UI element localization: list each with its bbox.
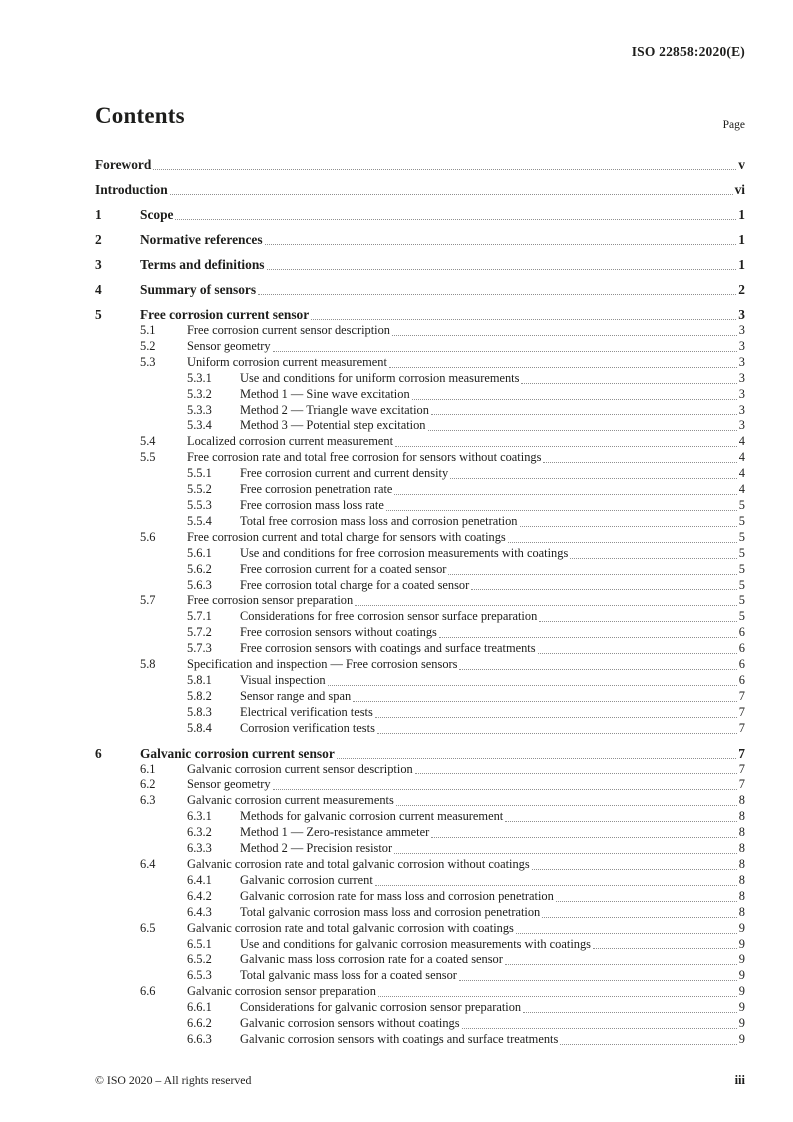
toc-entry-title: Scope [140, 207, 174, 222]
toc-entry-number: 6.1 [140, 761, 156, 776]
toc-entry-6.4.3 [95, 905, 745, 921]
toc-entry-number: 5.5.3 [187, 497, 212, 512]
toc-entry-title: Free corrosion current sensor [140, 307, 310, 322]
toc-leader-dots [355, 605, 737, 606]
toc-entry-6.6.1 [95, 1000, 745, 1016]
toc-leader-dots [337, 758, 737, 759]
toc-page-number: 8 [738, 809, 745, 824]
toc-leader-dots [521, 383, 736, 384]
toc-leader-dots [448, 574, 736, 575]
toc-page-number: 7 [738, 720, 745, 735]
page-column-label: Page [722, 119, 745, 131]
toc-leader-dots [394, 494, 736, 495]
toc-entry-5.7.2 [95, 625, 745, 641]
toc-page-number: 7 [738, 745, 745, 761]
toc-entry-title: Sensor geometry [187, 777, 271, 792]
toc-entry-6.5.1 [95, 937, 745, 953]
toc-entry-title: Total galvanic corrosion mass loss and corrosion penetration [240, 904, 541, 919]
toc-page-number: 5 [738, 545, 745, 560]
toc-page-number: 3 [738, 338, 745, 353]
toc-leader-dots [375, 885, 737, 886]
toc-entry-title: Total free corrosion mass loss and corrosion penetration [240, 513, 518, 528]
toc-entry-4 [95, 282, 745, 298]
toc-page-number: 8 [738, 793, 745, 808]
toc-leader-dots [520, 526, 737, 527]
toc-entry-number: 4 [95, 282, 102, 297]
toc-list [95, 148, 745, 1048]
toc-entry-5.5.2 [95, 482, 745, 498]
toc-leader-dots [386, 510, 737, 511]
toc-page-number: 6 [738, 625, 745, 640]
toc-entry-5.3.3 [95, 403, 745, 419]
toc-entry-6.4 [95, 857, 745, 873]
toc-entry-number: 5.5.1 [187, 466, 212, 481]
toc-entry-title: Free corrosion current for a coated sensor [240, 561, 447, 576]
toc-page-number: 5 [738, 609, 745, 624]
toc-leader-dots [273, 351, 737, 352]
toc-entry-number: 5.3.1 [187, 370, 212, 385]
toc-leader-dots [439, 637, 737, 638]
toc-entry-title: Terms and definitions [140, 257, 265, 272]
toc-entry-number: 5.7 [140, 593, 156, 608]
toc-entry-number: 6 [95, 745, 102, 761]
toc-page-number: 7 [738, 761, 745, 776]
toc-page-number: 3 [738, 402, 745, 417]
toc-entry-number: 6.4.1 [187, 872, 212, 887]
toc-leader-dots [415, 773, 737, 774]
toc-page-number: 4 [738, 450, 745, 465]
toc-leader-dots [389, 367, 737, 368]
toc-leader-dots [459, 980, 737, 981]
toc-leader-dots [175, 219, 736, 220]
toc-entry-title: Free corrosion total charge for a coated sensor [240, 577, 470, 592]
toc-leader-dots [505, 964, 737, 965]
toc-entry-title: Summary of sensors [140, 282, 257, 297]
toc-page-number: 7 [738, 688, 745, 703]
toc-entry-6.3 [95, 793, 745, 809]
toc-entry-title: Use and conditions for galvanic corrosion measurements with coatings [240, 936, 591, 951]
toc-entry-title: Specification and inspection — Free corrosion sensors [187, 657, 458, 672]
toc-page-number: 1 [738, 207, 745, 222]
toc-entry-5.8.1 [95, 673, 745, 689]
toc-page-number: 4 [738, 482, 745, 497]
toc-entry-6 [95, 746, 745, 762]
toc-entry-6.5.2 [95, 952, 745, 968]
toc-entry-number: 5 [95, 307, 102, 322]
toc-entry-6.6.2 [95, 1016, 745, 1032]
toc-entry-title: Galvanic mass loss corrosion rate for a coated sensor [240, 952, 503, 967]
toc-entry-title: Foreword [95, 157, 152, 172]
toc-entry-title: Galvanic corrosion rate for mass loss and corrosion penetration [240, 888, 554, 903]
toc-page-number: 9 [738, 1016, 745, 1031]
toc-leader-dots [396, 805, 737, 806]
toc-entry-number: 5.3 [140, 354, 156, 369]
toc-leader-dots [265, 244, 737, 245]
toc-entry-title: Galvanic corrosion sensors without coatings [240, 1016, 460, 1031]
toc-leader-dots [542, 917, 737, 918]
toc-entry-3 [95, 257, 745, 273]
toc-entry-number: 6.5.3 [187, 968, 212, 983]
toc-entry-number: 5.8.3 [187, 704, 212, 719]
toc-entry-number: 5.4 [140, 434, 156, 449]
toc-page-number: 5 [738, 593, 745, 608]
toc-entry-number: 6.6.1 [187, 1000, 212, 1015]
toc-entry-number: 5.3.4 [187, 418, 212, 433]
toc-entry-number: 5.8 [140, 657, 156, 672]
toc-entry-number: 6.6 [140, 984, 156, 999]
toc-entry-5.5.3 [95, 498, 745, 514]
toc-leader-dots [412, 399, 737, 400]
toc-entry-title: Galvanic corrosion rate and total galvanic corrosion without coatings [187, 857, 530, 871]
toc-entry-number: 5.8.4 [187, 720, 212, 735]
folio-page-number: iii [734, 1073, 745, 1087]
toc-leader-dots [428, 430, 737, 431]
toc-leader-dots [539, 621, 737, 622]
toc-entry-title: Methods for galvanic corrosion current measurement [240, 809, 504, 824]
toc-page-number: vi [734, 182, 745, 197]
toc-page-number: 6 [738, 672, 745, 687]
toc-entry-number: 5.5.2 [187, 482, 212, 497]
toc-entry-title: Galvanic corrosion current sensor [140, 745, 335, 761]
toc-entry-6.3.1 [95, 809, 745, 825]
toc-entry-number: 5.7.3 [187, 641, 212, 656]
toc-page-number: 9 [738, 1031, 745, 1046]
toc-entry-5.6 [95, 530, 745, 546]
toc-page-number: 8 [738, 825, 745, 840]
toc-entry-6.6 [95, 984, 745, 1000]
toc-entry-number: 5.7.2 [187, 625, 212, 640]
toc-entry-number: 6.3.3 [187, 841, 212, 856]
toc-entry-number: 5.6.3 [187, 577, 212, 592]
toc-page-number: 8 [738, 872, 745, 887]
toc-leader-dots [538, 653, 737, 654]
toc-entry-number: 6.4.3 [187, 904, 212, 919]
toc-entry-title: Galvanic corrosion sensor preparation [187, 984, 376, 999]
toc-entry-number: 6.2 [140, 777, 156, 792]
toc-entry-number: 6.5.1 [187, 936, 212, 951]
toc-entry-5.6.1 [95, 546, 745, 562]
toc-entry-title: Sensor range and span [240, 688, 352, 703]
toc-entry-6.3.2 [95, 825, 745, 841]
toc-entry-1 [95, 207, 745, 223]
toc-entry-number: 5.7.1 [187, 609, 212, 624]
toc-leader-dots [378, 996, 737, 997]
toc-page-number: 8 [738, 841, 745, 856]
toc-entry-6.2 [95, 777, 745, 793]
toc-page-number: 3 [738, 323, 745, 337]
toc-entry-6.6.3 [95, 1032, 745, 1048]
toc-page-number: 3 [738, 354, 745, 369]
toc-entry-title: Introduction [95, 182, 168, 197]
toc-leader-dots [505, 821, 737, 822]
toc-page-number: 9 [738, 920, 745, 935]
toc-page-number: 6 [738, 641, 745, 656]
toc-leader-dots [560, 1044, 737, 1045]
toc-entry-5.3.4 [95, 418, 745, 434]
toc-entry-5.3 [95, 355, 745, 371]
toc-entry-foreword [95, 157, 745, 173]
toc-entry-title: Free corrosion current and current density [240, 466, 449, 481]
toc-leader-dots [543, 462, 736, 463]
toc-entry-6.4.1 [95, 873, 745, 889]
contents-heading: Contents [95, 103, 185, 128]
toc-entry-title: Use and conditions for free corrosion measurements with coatings [240, 545, 569, 560]
toc-entry-number: 6.6.3 [187, 1031, 212, 1046]
toc-entry-5.2 [95, 339, 745, 355]
toc-entry-title: Total galvanic mass loss for a coated sensor [240, 968, 457, 983]
toc-entry-2 [95, 232, 745, 248]
toc-leader-dots [328, 685, 737, 686]
toc-entry-5.3.1 [95, 371, 745, 387]
toc-entry-6.4.2 [95, 889, 745, 905]
toc-page-number: 5 [738, 513, 745, 528]
toc-entry-title: Method 1 — Zero-resistance ammeter [240, 825, 430, 840]
toc-entry-number: 3 [95, 257, 102, 272]
toc-page-number: 5 [738, 561, 745, 576]
toc-page-number: 9 [738, 1000, 745, 1015]
toc-page-number: 3 [738, 386, 745, 401]
toc-page-number: 1 [738, 232, 745, 247]
toc-leader-dots [311, 319, 736, 320]
toc-leader-dots [395, 446, 737, 447]
toc-page-number: 3 [738, 418, 745, 433]
toc-leader-dots [471, 589, 737, 590]
toc-page-number: 4 [738, 466, 745, 481]
toc-entry-number: 6.6.2 [187, 1016, 212, 1031]
toc-entry-6.1 [95, 762, 745, 778]
toc-entry-title: Method 1 — Sine wave excitation [240, 386, 410, 401]
toc-leader-dots [459, 669, 736, 670]
toc-entry-title: Method 2 — Precision resistor [240, 841, 393, 856]
toc-leader-dots [523, 1012, 737, 1013]
page-footer [95, 1073, 745, 1088]
toc-entry-title: Free corrosion sensors with coatings and surface treatments [240, 641, 536, 656]
toc-entry-number: 6.4 [140, 857, 156, 871]
toc-entry-number: 6.4.2 [187, 888, 212, 903]
toc-entry-number: 5.6.2 [187, 561, 212, 576]
toc-entry-number: 5.3.3 [187, 402, 212, 417]
toc-page-number: 4 [738, 434, 745, 449]
toc-entry-number: 1 [95, 207, 102, 222]
toc-entry-5.8.2 [95, 689, 745, 705]
toc-entry-number: 6.3.1 [187, 809, 212, 824]
toc-entry-5 [95, 307, 745, 323]
toc-entry-title: Free corrosion current and total charge for sensors with coatings [187, 529, 506, 544]
toc-entry-number: 6.5 [140, 920, 156, 935]
toc-entry-number: 6.5.2 [187, 952, 212, 967]
toc-leader-dots [353, 701, 737, 702]
toc-entry-title: Free corrosion mass loss rate [240, 497, 384, 512]
toc-entry-5.6.3 [95, 578, 745, 594]
toc-entry-number: 6.3.2 [187, 825, 212, 840]
toc-entry-5.5 [95, 450, 745, 466]
toc-entry-number: 5.3.2 [187, 386, 212, 401]
toc-page-number: 7 [738, 777, 745, 792]
toc-entry-title: Considerations for galvanic corrosion sensor preparation [240, 1000, 522, 1015]
toc-entry-5.8.3 [95, 705, 745, 721]
toc-leader-dots [394, 853, 737, 854]
toc-leader-dots [392, 335, 737, 336]
toc-entry-title: Normative references [140, 232, 263, 247]
toc-entry-5.7.3 [95, 641, 745, 657]
toc-leader-dots [462, 1028, 737, 1029]
toc-entry-6.5.3 [95, 968, 745, 984]
toc-entry-5.1 [95, 323, 745, 339]
toc-entry-6.5 [95, 921, 745, 937]
toc-leader-dots [273, 789, 737, 790]
toc-entry-number: 5.5 [140, 450, 156, 465]
toc-page-number: 9 [738, 936, 745, 951]
toc-leader-dots [508, 542, 737, 543]
toc-leader-dots [377, 733, 737, 734]
toc-entry-number: 5.1 [140, 323, 156, 337]
toc-entry-title: Sensor geometry [187, 338, 271, 353]
toc-entry-number: 5.8.2 [187, 688, 212, 703]
toc-entry-title: Galvanic corrosion current [240, 872, 373, 887]
toc-entry-number: 5.6 [140, 529, 156, 544]
toc-entry-title: Free corrosion penetration rate [240, 482, 393, 497]
toc-entry-number: 5.8.1 [187, 672, 212, 687]
toc-entry-number: 5.5.4 [187, 513, 212, 528]
toc-entry-title: Method 3 — Potential step excitation [240, 418, 426, 433]
toc-entry-title: Use and conditions for uniform corrosion measurements [240, 370, 520, 385]
toc-entry-5.8.4 [95, 721, 745, 737]
toc-page-number: 3 [738, 307, 745, 322]
toc-leader-dots [258, 294, 736, 295]
toc-entry-5.3.2 [95, 387, 745, 403]
toc-entry-5.4 [95, 434, 745, 450]
toc-page-number: 6 [738, 657, 745, 672]
toc-leader-dots [375, 717, 737, 718]
toc-page-number: 9 [738, 968, 745, 983]
toc-entry-title: Visual inspection [240, 672, 326, 687]
toc-leader-dots [593, 948, 737, 949]
toc-entry-title: Method 2 — Triangle wave excitation [240, 402, 429, 417]
toc-entry-title: Galvanic corrosion sensors with coatings and surface treatments [240, 1031, 559, 1046]
toc-entry-5.8 [95, 657, 745, 673]
toc-leader-dots [267, 269, 737, 270]
toc-leader-dots [516, 933, 737, 934]
toc-page-number: 8 [738, 904, 745, 919]
toc-page-number: 5 [738, 577, 745, 592]
toc-entry-title: Free corrosion rate and total free corrosion for sensors without coatings [187, 450, 542, 465]
toc-page-number: 5 [738, 529, 745, 544]
toc-page-number: 5 [738, 497, 745, 512]
toc-page-number: 9 [738, 952, 745, 967]
toc-entry-number: 5.2 [140, 338, 156, 353]
toc-entry-5.5.1 [95, 466, 745, 482]
toc-entry-introduction [95, 182, 745, 198]
toc-entry-title: Localized corrosion current measurement [187, 434, 394, 449]
toc-page-number: 9 [738, 984, 745, 999]
toc-entry-6.3.3 [95, 841, 745, 857]
toc-leader-dots [431, 414, 737, 415]
toc-entry-title: Galvanic corrosion rate and total galvanic corrosion with coatings [187, 920, 514, 935]
document-reference: ISO 22858:2020(E) [631, 44, 745, 59]
toc-leader-dots [153, 169, 736, 170]
toc-entry-title: Free corrosion current sensor description [187, 323, 391, 337]
toc-entry-title: Free corrosion sensor preparation [187, 593, 354, 608]
toc-entry-title: Corrosion verification tests [240, 720, 375, 735]
toc-leader-dots [450, 478, 737, 479]
toc-leader-dots [556, 901, 737, 902]
toc-entry-5.7.1 [95, 609, 745, 625]
toc-entry-title: Uniform corrosion current measurement [187, 354, 387, 369]
toc-entry-title: Galvanic corrosion current sensor description [187, 761, 413, 776]
copyright-notice: © ISO 2020 – All rights reserved [95, 1073, 252, 1087]
toc-entry-title: Electrical verification tests [240, 704, 373, 719]
toc-page-number: 8 [738, 857, 745, 871]
toc-page-number: v [738, 157, 745, 172]
toc-page-number: 3 [738, 370, 745, 385]
toc-entry-number: 6.3 [140, 793, 156, 808]
toc-page-number: 8 [738, 888, 745, 903]
toc-entry-number: 2 [95, 232, 102, 247]
toc-page-number: 2 [738, 282, 745, 297]
toc-leader-dots [532, 869, 737, 870]
toc-leader-dots [170, 194, 733, 195]
toc-leader-dots [570, 558, 737, 559]
toc-entry-title: Free corrosion sensors without coatings [240, 625, 437, 640]
toc-page-number: 7 [738, 704, 745, 719]
toc-entry-title: Considerations for free corrosion sensor surface preparation [240, 609, 538, 624]
toc-entry-5.6.2 [95, 562, 745, 578]
toc-page-number: 1 [738, 257, 745, 272]
toc-entry-number: 5.6.1 [187, 545, 212, 560]
toc-entry-5.5.4 [95, 514, 745, 530]
toc-entry-5.7 [95, 593, 745, 609]
toc-entry-title: Galvanic corrosion current measurements [187, 793, 394, 808]
toc-leader-dots [431, 837, 737, 838]
